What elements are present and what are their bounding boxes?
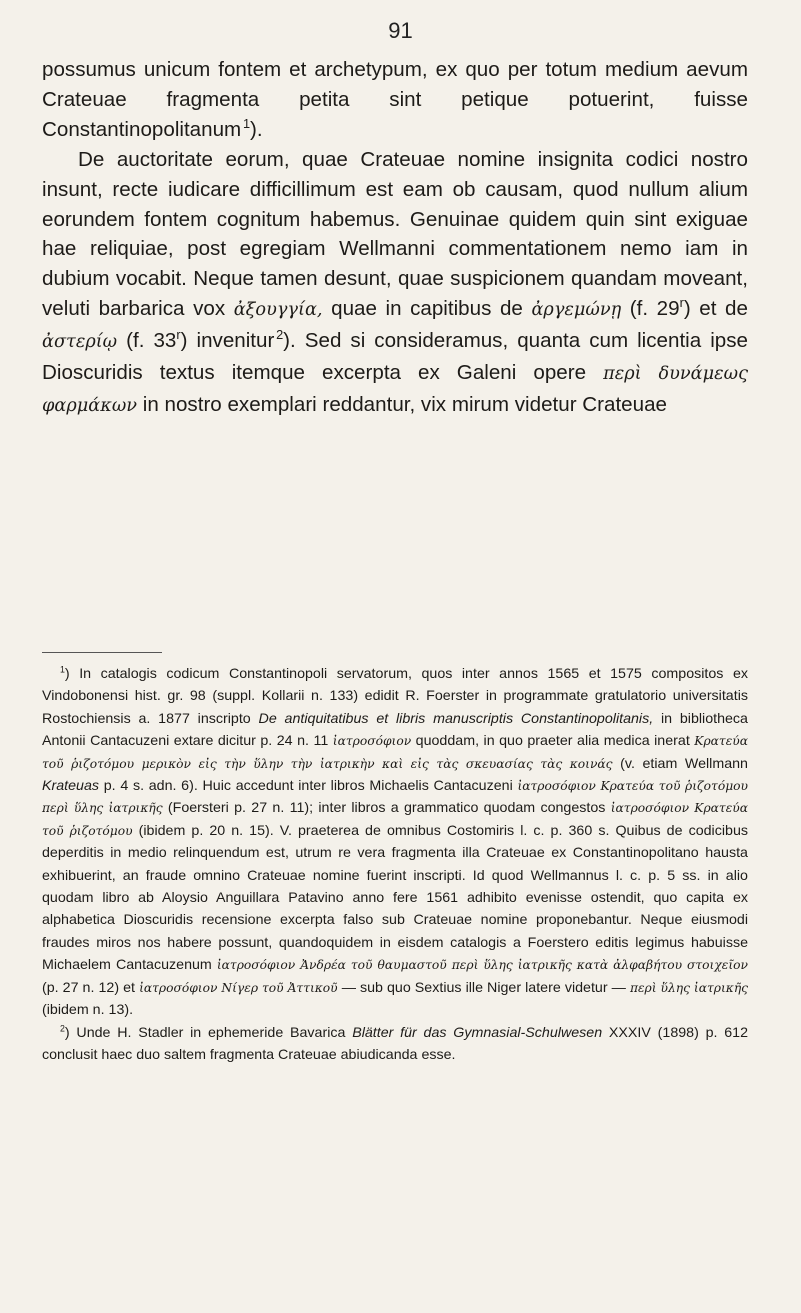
paragraph-2-text-g: ). Sed si consideramus, quanta cum licentia ipse Dioscuridis textus itemque excerpta ex Galeni opere [42,329,748,385]
greek-word-axoungia: ἀξουγγία, [233,300,323,321]
footnote-1-text-j: (ibidem n. 13). [42,1002,134,1019]
footnote-1-text-d: (v. etiam Wellmann [620,755,748,772]
footnote-ref-2: 2 [276,327,284,343]
paragraph-1 [42,55,748,145]
greek-title-peri-dynameos: περὶ δυνάμεως φαρμάκων [42,364,748,416]
footnote-1-text-i: — sub quo Sextius ille Niger latere videtur — [341,979,626,996]
footnote-1-text-f: (Foersteri p. 27 n. 11); inter libros a grammatico quodam congestos [167,800,606,817]
folio-ref-29: (f. 29 [629,297,680,321]
greek-word-argemone: ἀργεμώνῃ [531,300,622,321]
footnote-1-mark: 1 [60,664,65,675]
paragraph-2 [42,145,748,422]
footnote-rule [42,652,162,653]
footnote-1-greek-1: ἰατροσόφιον [332,734,412,749]
main-text [42,55,748,422]
paragraph-2-text-h: in nostro exemplari reddantur, vix mirum videtur Crateuae [142,392,667,416]
footnote-1-krateuas: Krateuas [42,778,100,795]
footnote-1-greek-3: ἰατροσόφιον Κρατεύα τοῦ ῥιζοτόμου περὶ ὕλης ἰατρικῆς [42,779,748,816]
folio-recto-mark: r [679,295,684,311]
footnote-1-greek-4: ἰατροσόφιον Κρατεύα τοῦ ῥιζοτόμου [42,801,749,838]
footnote-1-greek-5: ἰατροσόφιον Ἀνδρέα τοῦ θαυμαστοῦ περὶ ὕλης ἰατρικῆς κατὰ ἀλφαβήτου στοιχεῖον [216,958,748,973]
folio-recto-mark: r [176,327,181,343]
footnote-1-text-a: ) In catalogis codicum Constantinopoli servatorum, quos inter annos 1565 et 1575 compositos ex Vindobonensi hist. gr. 98 (suppl. Kollarii n. 133) edidit R. Foerster in programmate gratulatorio universitatis Rostochiensis a. 1877 inscripto [42,666,748,727]
footnote-ref-1: 1 [242,115,251,131]
paragraph-2-text-b: quae in capitibus de [331,297,523,321]
footnote-1-text-g: (ibidem p. 20 n. 15). V. praeterea de omnibus Costomiris l. c. p. 360 s. Quibus de codicibus deperditis in medio relinquendum est, utrum re vera fragmenta illa Crateuae ex Constantinopolitano hausta exhibuerint, an fraude omnino Crateuae nomine fuerint inscripti. Id quod Wellmannus l. c. p. 5 ss. in alio quodam libro ab Aloysio Anguillara Patavino anno fere 1561 adhibito evenisse ostendit, quo capita ex alphabetica Dioscuridis recensione excerpta falso sub Crateuae nomine proponebantur. Neque eiusmodi fraudes miros nos habere possunt, quandoquidem in eisdem catalogis a Foerstero editis legimus habuisse Michaelem Cantacuzenum [42,822,748,974]
footnote-1 [42,663,748,1022]
footnote-2-text-a: ) Unde H. Stadler in ephemeride Bavarica [64,1024,346,1041]
paragraph-1-text: possumus unicum fontem et archetypum, ex quo per totum medium aevum Crateuae fragmenta petita sint petique potuerint, fuisse Constantinopolitanum [42,58,748,141]
footnote-1-book-title: De antiquitatibus et libris manuscriptis Constantinopolitanis, [258,710,654,727]
footnote-1-text-c: quoddam, in quo praeter alia medica inerat [415,733,690,750]
footnote-1-text-e: p. 4 s. adn. 6). Huic accedunt inter libros Michaelis Cantacuzeni [103,778,513,795]
footnote-1-greek-7: περὶ ὕλης ἰατρικῆς [629,980,749,995]
footnote-1-text-b: in bibliotheca Antonii Cantacuzeni extare dicitur p. 24 n. 11 [42,710,748,750]
footnotes [42,663,748,1066]
paragraph-2-text-f: ) invenitur [180,329,275,353]
footnote-2 [42,1022,748,1067]
footnote-2-mark: 2 [60,1022,65,1033]
footnote-2-text-b: XXXIV (1898) p. 612 conclusit haec duo saltem fragmenta Crateuae abiudicanda esse. [42,1024,749,1063]
folio-ref-33: (f. 33 [126,329,177,353]
footnote-1-text-h: (p. 27 n. 12) et [42,979,136,996]
footnote-1-greek-2: Κρατεύα τοῦ ῥιζοτόμου μερικὸν εἰς τὴν ὕλην τὴν ἰατρικὴν καὶ εἰς τὰς σκευασίας τὰς κοινάς [42,734,748,771]
paragraph-2-text-d: ) et de [683,297,748,321]
paragraph-1-end: ). [250,117,263,141]
footnote-2-journal-title: Blätter für das Gymnasial-Schulwesen [352,1024,603,1041]
greek-word-asterio: ἀστερίῳ [42,332,118,353]
paragraph-2-text-a: De auctoritate eorum, quae Crateuae nomine insignita codici nostro insunt, recte iudicare difficillimum est eam ob causam, quod nullum alium eorundem fontem cognitum habemus. Genuinae quidem quin sint exiguae hae reliquiae, post egregiam Wellmanni commentationem nemo iam in dubium vocabit. Neque tamen desunt, quae suspicionem quandam moveant, veluti barbarica vox [42,147,748,321]
page-number: 91 [388,18,413,43]
footnote-1-greek-6: ἰατροσόφιον Νίγερ τοῦ Ἀττικοῦ [139,980,338,995]
